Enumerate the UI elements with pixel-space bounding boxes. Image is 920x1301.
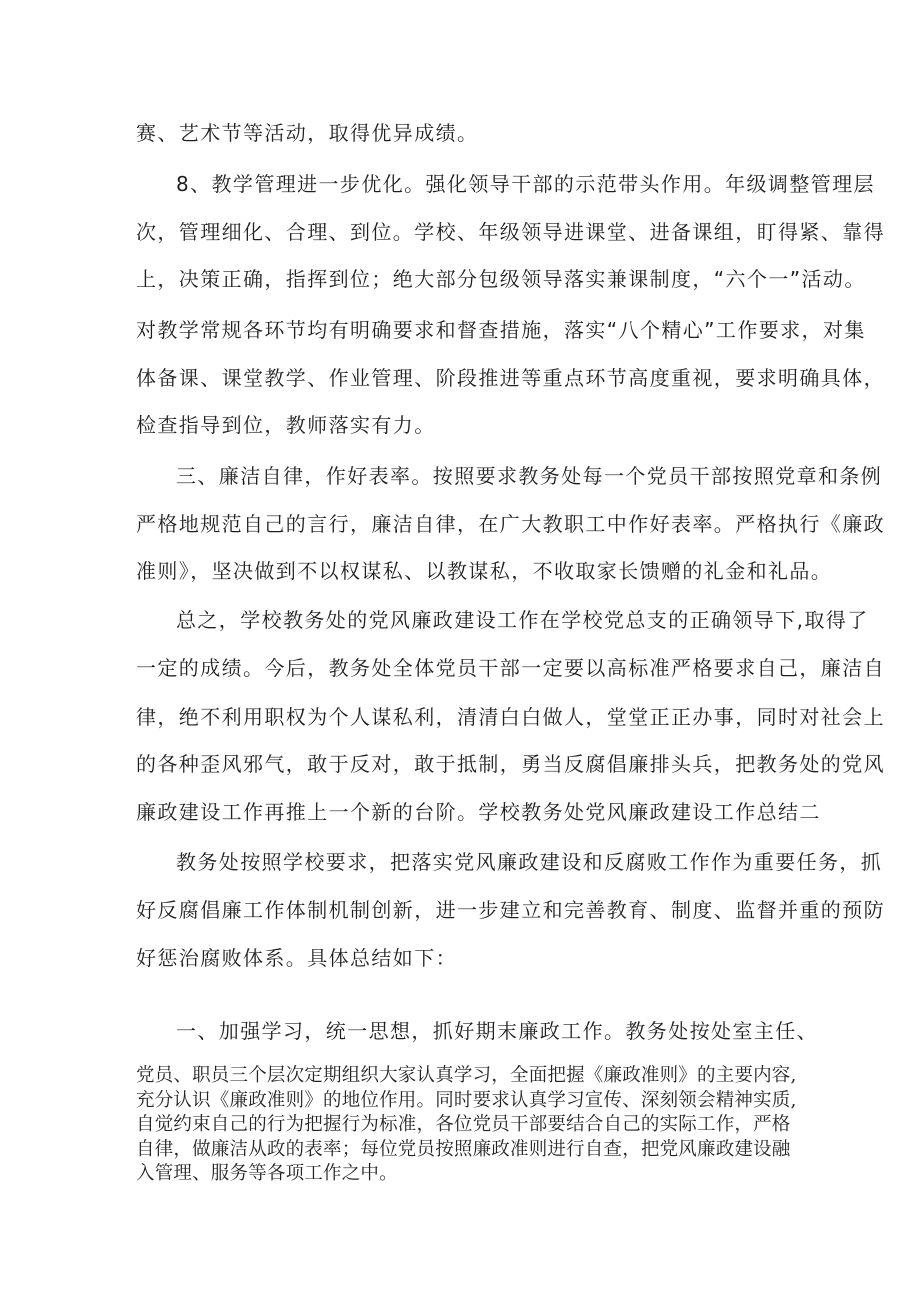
text-line: 准则》，坚决做到不以权谋私、以教谋私，不收取家长馈赠的礼金和礼品。 xyxy=(136,559,833,583)
text-line: 入管理、服务等各项工作之中。 xyxy=(136,1163,398,1184)
text-line: 党员、职员三个层次定期组织大家认真学习，全面把握《廉政准则》的主要内容, xyxy=(136,1065,797,1086)
text-line: 次，管理细化、合理、到位。学校、年级领导进课堂、进备课组，盯得紧、靠得 xyxy=(136,220,885,244)
text-line: 上，决策正确，指挥到位；绝大部分包级领导落实兼课制度，“六个一”活动。 xyxy=(136,267,866,291)
text-line: 自律，做廉洁从政的表率；每位党员按照廉政准则进行自查，把党风廉政建设融 xyxy=(136,1139,791,1160)
text-line: 好反腐倡廉工作体制机制创新，进一步建立和完善教育、制度、监督并重的预防 xyxy=(136,898,885,922)
text-line: 赛、艺术节等活动，取得优异成绩。 xyxy=(136,121,479,145)
text-line: 严格地规范自己的言行，廉洁自律，在广大教职工中作好表率。严格执行《廉政 xyxy=(136,512,885,536)
text-line: 对教学常规各环节均有明确要求和督查措施，落实“八个精心”工作要求，对集 xyxy=(136,318,866,342)
text-line: 8、教学管理进一步优化。强化领导干部的示范带头作用。年级调整管理层 xyxy=(176,172,875,196)
text-line: 三、廉洁自律，作好表率。按照要求教务处每一个党员干部按照党章和条例 xyxy=(176,464,883,488)
text-line: 体备课、课堂教学、作业管理、阶段推进等重点环节高度重视，要求明确具体， xyxy=(136,366,885,390)
text-line: 的各种歪风邪气，敢于反对，敢于抵制，勇当反腐倡廉排头兵，把教务处的党风 xyxy=(136,752,885,776)
text-line: 充分认识《廉政准则》的地位作用。同时要求认真学习宣传、深刻领会精神实质, xyxy=(136,1090,797,1111)
text-line: 一定的成绩。今后，教务处全体党员干部一定要以高标准严格要求自己，廉洁自 xyxy=(136,656,885,680)
text-line: 一、加强学习，统一思想，抓好期末廉政工作。教务处按处室主任、 xyxy=(176,1019,818,1043)
text-line: 总之，学校教务处的党风廉政建设工作在学校党总支的正确领导下,取得了 xyxy=(176,608,869,632)
text-line: 自觉约束自己的行为把握行为标准，各位党员干部要结合自己的实际工作，严格 xyxy=(136,1114,791,1135)
text-line: 廉政建设工作再推上一个新的台阶。学校教务处党风廉政建设工作总结二 xyxy=(136,800,821,824)
text-line: 教务处按照学校要求，把落实党风廉政建设和反腐败工作作为重要任务，抓 xyxy=(176,850,883,874)
text-line: 检查指导到位，教师落实有力。 xyxy=(136,413,436,437)
text-line: 好惩治腐败体系。具体总结如下： xyxy=(136,946,457,970)
text-line: 律，绝不利用职权为个人谋私利，清清白白做人，堂堂正正办事，同时对社会上 xyxy=(136,705,885,729)
